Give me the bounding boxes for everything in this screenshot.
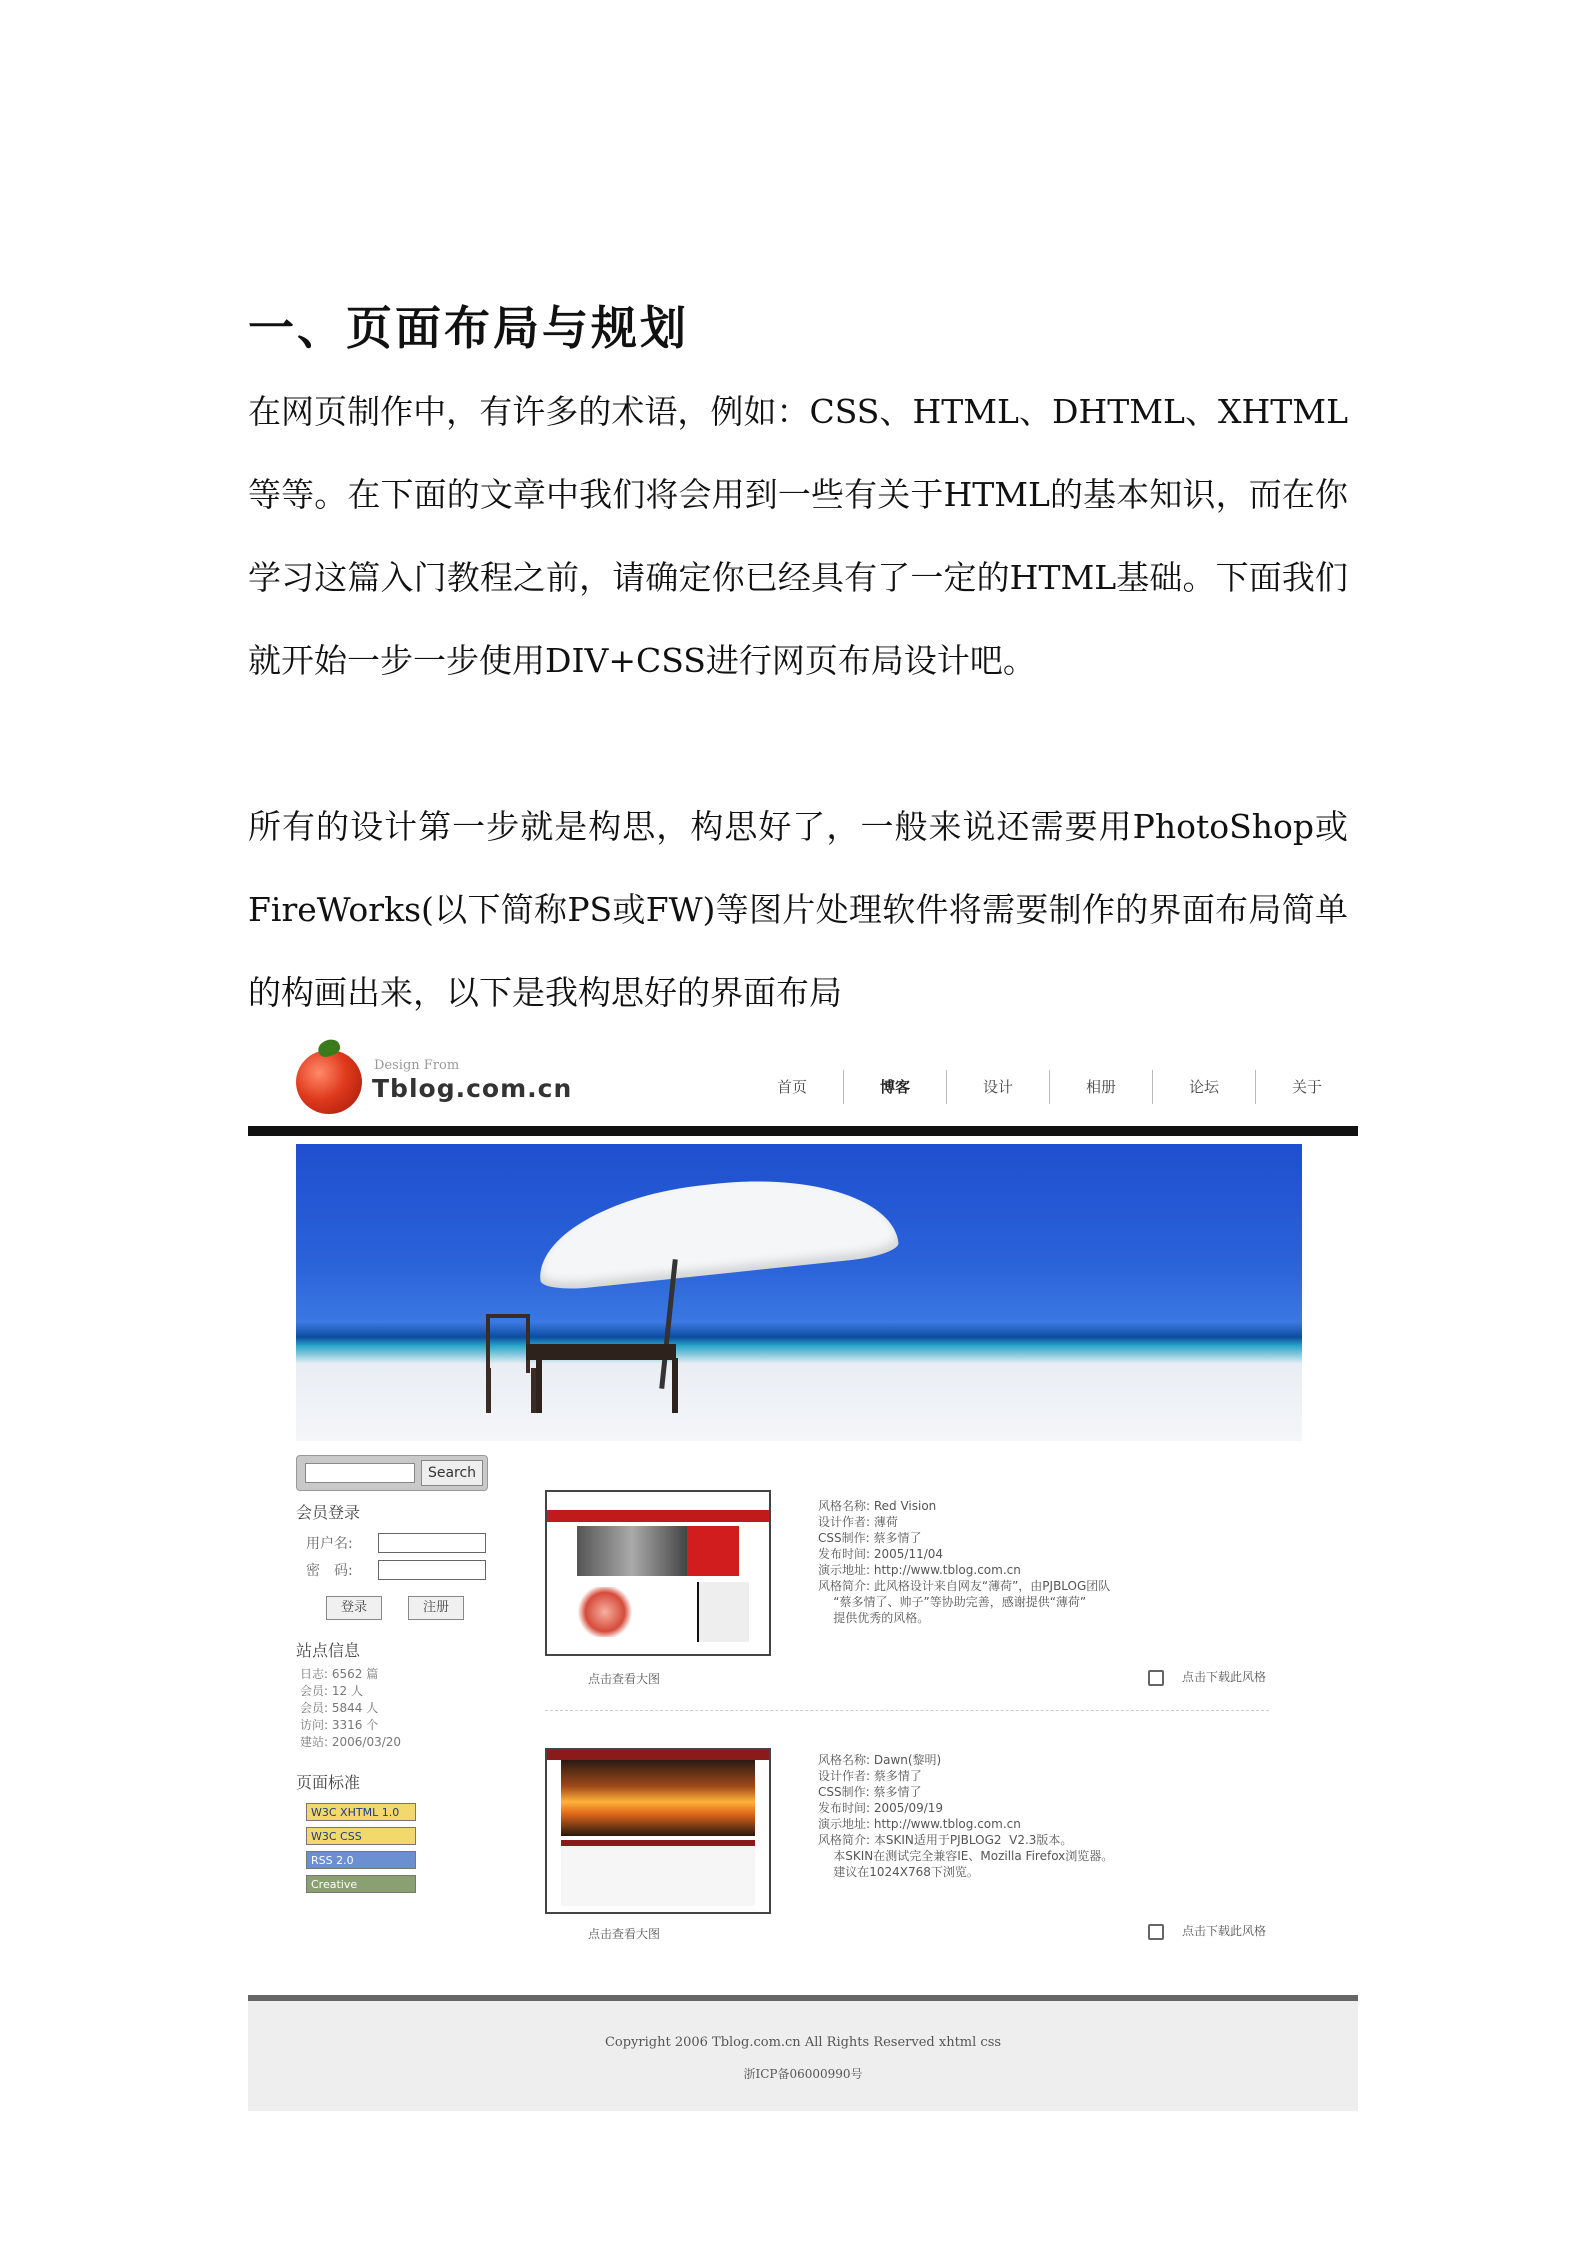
mockup-header [248,1030,1358,1128]
skin2-info: 风格名称: Dawn(黎明) 设计作者: 蔡多情了 CSS制作: 蔡多情了 发布时间: 2005/09/19 演示地址: http://www.tblog.com.cn 风格简介: 本SKIN适用于PJBLOG2 V2.3版本。 本SKIN在测试完全兼容IE、Mozilla Firefox浏览器。 建议在1024X768下浏览。 [818,1753,1114,1879]
umbrella-shape [532,1165,899,1292]
skin-thumbnail-red-vision[interactable] [545,1490,771,1656]
footer-copyright: Copyright 2006 Tblog.com.cn All Rights Reserved xhtml css [604,2035,1002,2050]
nav-item-blog[interactable]: 博客 [843,1070,946,1104]
nav-item-about[interactable]: 关于 [1255,1070,1358,1104]
logo-text: Tblog.com.cn [372,1074,573,1103]
footer-icp: 浙ICP备06000990号 [743,2067,863,2081]
skin-thumbnail-dawn[interactable] [545,1748,771,1914]
section-heading: 一、页面布局与规划 [248,301,689,355]
nav-item-design[interactable]: 设计 [946,1070,1049,1104]
skin2-download[interactable] [1148,1922,1266,1940]
table-legs [536,1358,678,1413]
search-input[interactable] [305,1463,415,1483]
skin2-caption[interactable]: 点击查看大图 [588,1927,661,1941]
search-button[interactable]: Search [421,1460,483,1486]
nav-item-home[interactable]: 首页 [776,1078,807,1096]
nav-item-forum[interactable]: 论坛 [1152,1070,1255,1104]
skin2-download-label: 点击下载此风格 [1182,1924,1267,1938]
intro-paragraph: 在网页制作中，有许多的术语，例如：CSS、HTML、DHTML、XHTML等等。在下面的文章中我们将会用到一些有关于HTML的基本知识，而在你学习这篇入门教程之前，请确定你已经具有了一定的HTML基础。下面我们就开始一步一步使用DIV+CSS进行网页布局设计吧。 [248,392,1348,680]
skin1-caption[interactable]: 点击查看大图 [588,1672,661,1686]
nav-item-album[interactable]: 相册 [1049,1070,1152,1104]
skin1-info: 风格名称: Red Vision 设计作者: 薄荷 CSS制作: 蔡多情了 发布时间: 2005/11/04 演示地址: http://www.tblog.com.cn 风格简介: 此风格设计来自网友“薄荷”，由PJBLOG团队 “蔡多情了、帅子”等协助完善，感谢提供“薄荷” 提供优秀的风格。 [818,1499,1111,1625]
design-paragraph: 所有的设计第一步就是构思，构思好了，一般来说还需要用PhotoShop或FireWorks(以下简称PS或FW)等图片处理软件将需要制作的界面布局简单的构画出来，以下是我构思好的界面布局 [248,807,1348,1012]
beach-banner-image [296,1144,1302,1441]
rss-badge[interactable]: RSS 2.0 [306,1851,416,1869]
skin1-download[interactable] [1148,1668,1266,1686]
css-badge[interactable]: W3C CSS [306,1827,416,1845]
xhtml-badge[interactable]: W3C XHTML 1.0 [306,1803,416,1821]
cc-badge[interactable]: Creative Commons [306,1875,416,1893]
chair-legs [486,1368,536,1413]
password-label: 密 码: [306,1563,353,1579]
entry-divider [545,1710,1269,1711]
download-icon [1148,1924,1164,1940]
logo-tagline: Design From [374,1058,460,1073]
register-button[interactable]: 注册 [408,1596,464,1620]
password-field[interactable] [378,1560,486,1580]
tomato-logo-icon [296,1050,362,1114]
download-icon [1148,1670,1164,1686]
login-button[interactable]: 登录 [326,1596,382,1620]
login-title: 会员登录 [296,1503,361,1522]
username-label: 用户名: [306,1536,353,1552]
standards-title: 页面标准 [296,1773,361,1792]
site-info-stats: 日志: 6562 篇 会员: 12 人 会员: 5844 人 访问: 3316 个 建站: 2006/03/20 [300,1667,402,1749]
chair-shape [486,1314,530,1373]
mockup-nav [741,1070,1358,1104]
search-box [296,1455,488,1491]
site-info-title: 站点信息 [296,1641,361,1660]
layout-mockup-figure [248,1030,1358,2105]
mockup-footer [248,1995,1358,2111]
header-rule [248,1126,1358,1136]
skin1-download-label: 点击下载此风格 [1182,1670,1267,1684]
username-field[interactable] [378,1533,486,1553]
